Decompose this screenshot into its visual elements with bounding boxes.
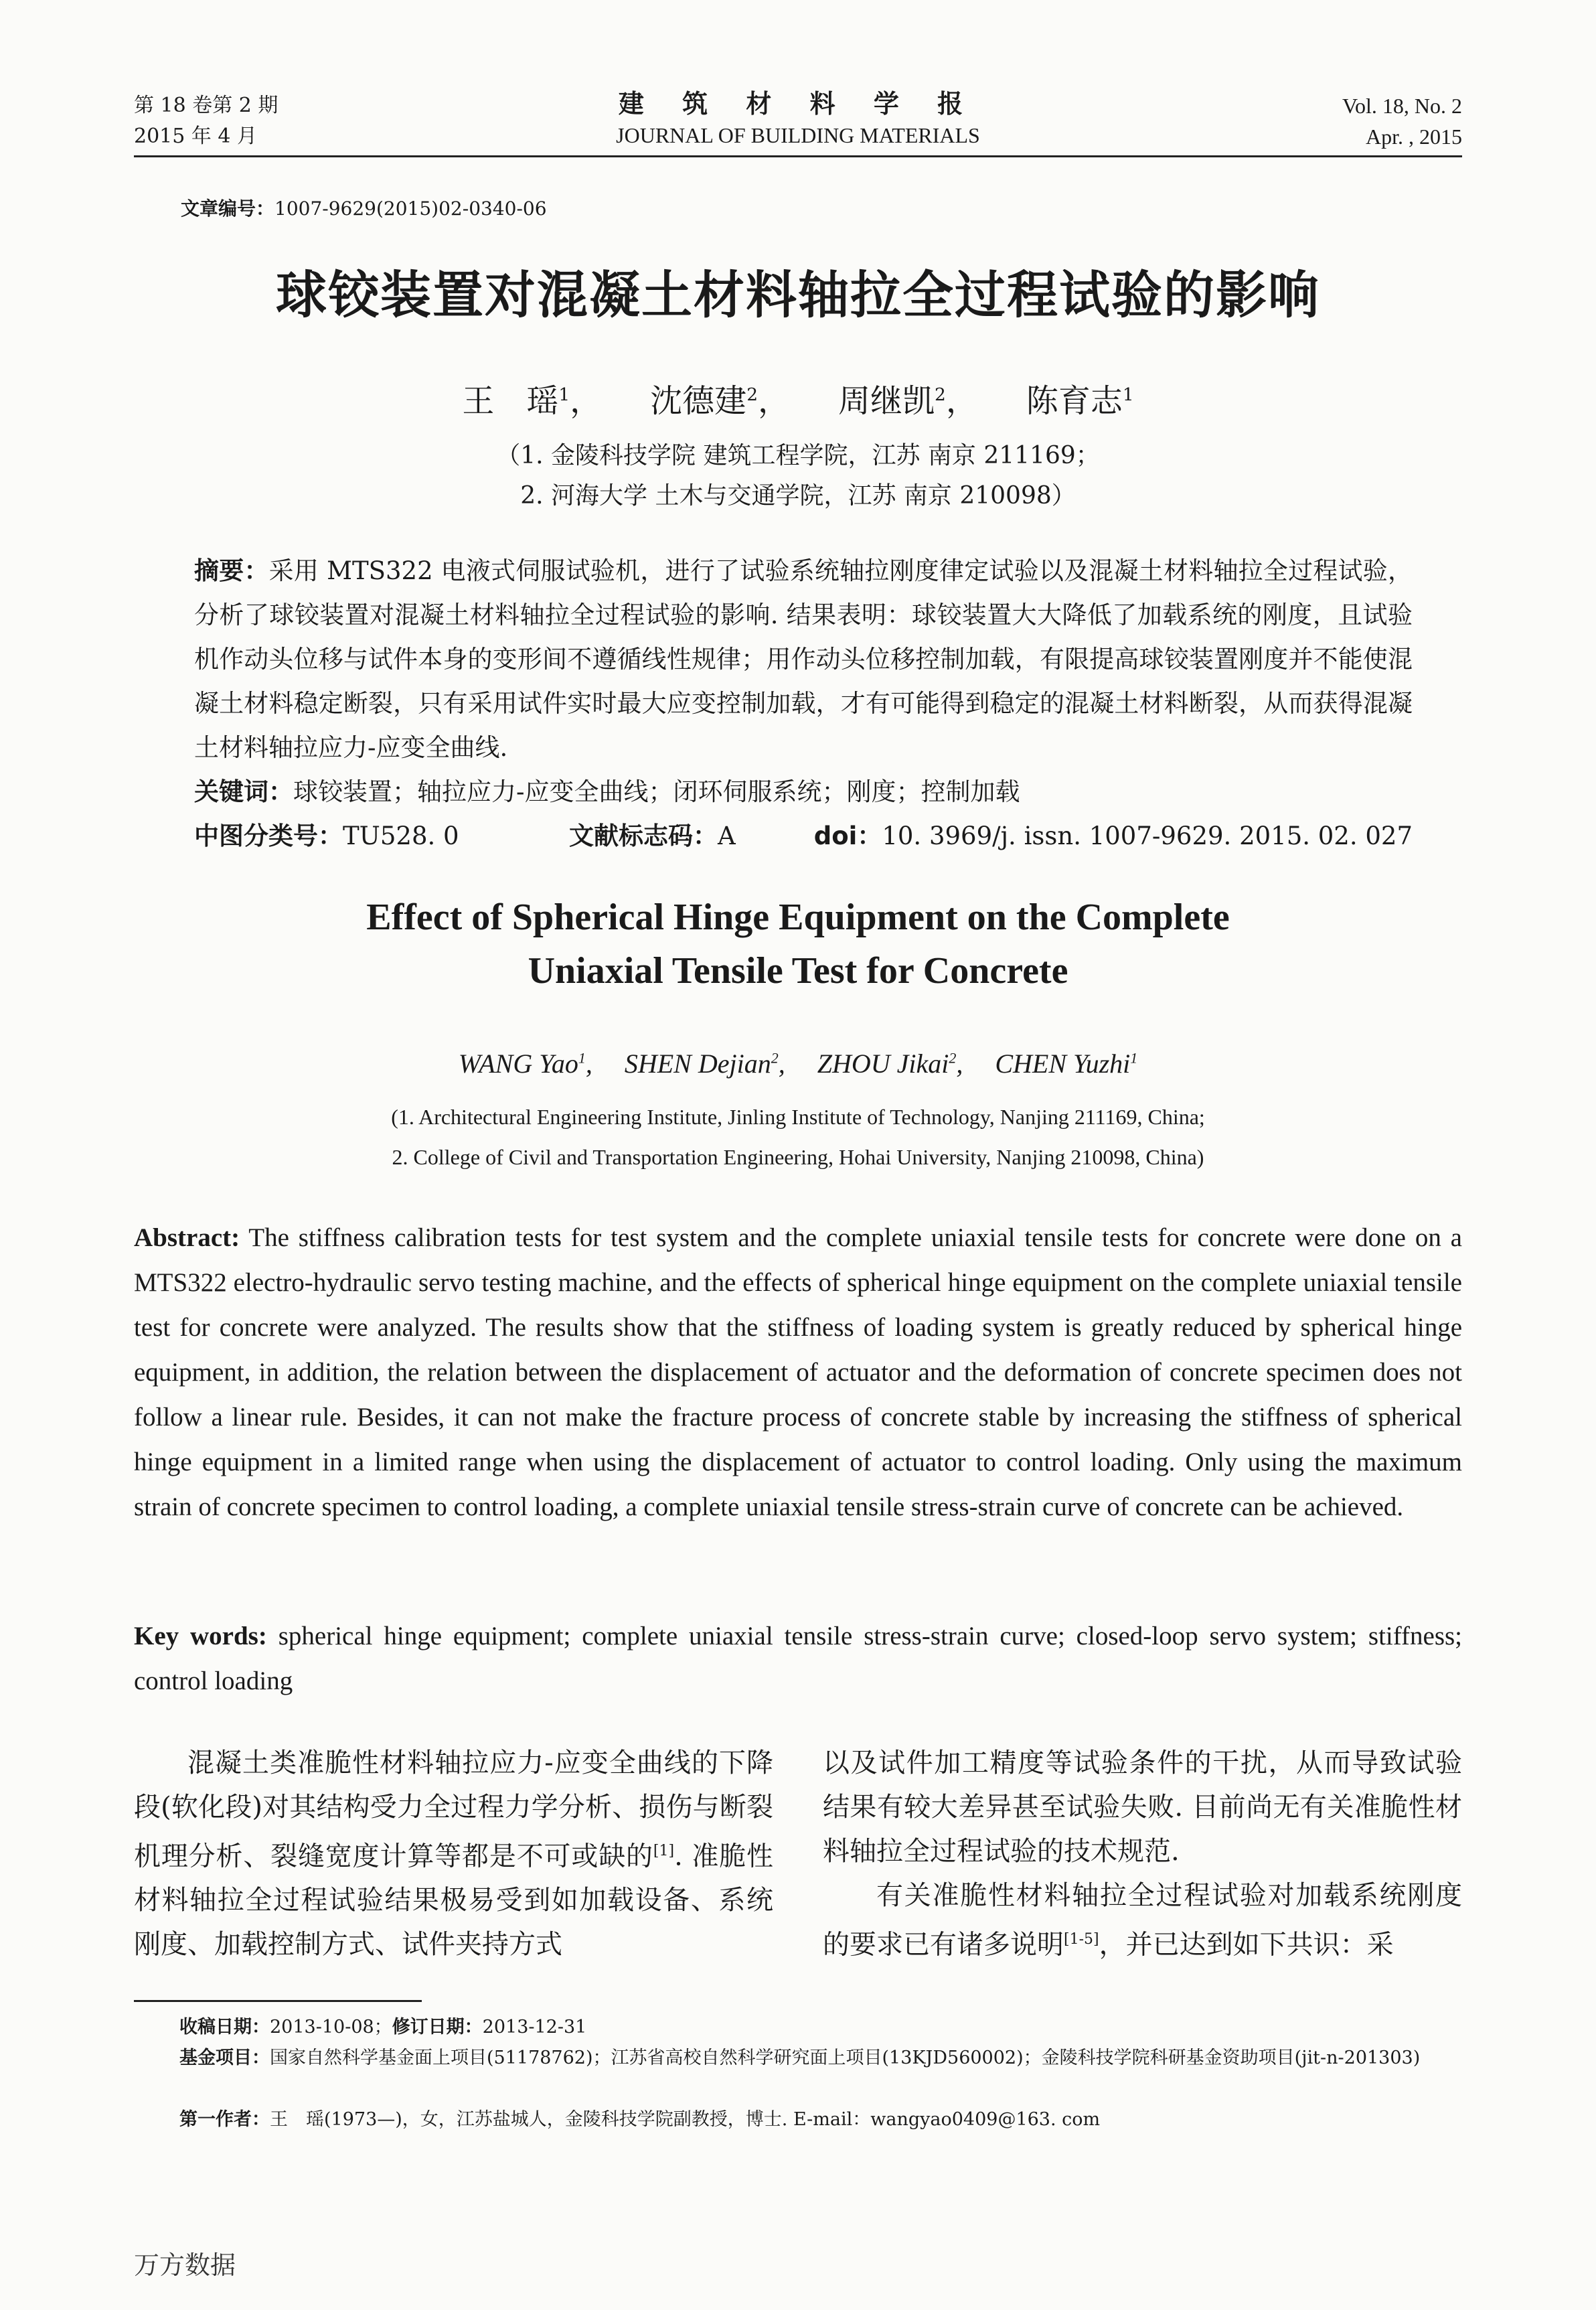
abstract-en-label: Abstract: [134, 1223, 240, 1252]
author-cn-1: 王 瑶$^1$， [462, 382, 603, 420]
keywords-cn-text: 球铰装置；轴拉应力-应变全曲线；闭环伺服系统；刚度；控制加载 [293, 777, 1020, 806]
abstract-en-text: The stiffness calibration tests for test system and the complete uniaxial tensile tests for concrete were done on a MTS322 electro-hydraulic servo testing machine, and the effects of spherical hinge equipment on the complete uniaxial tensile test for concrete were analyzed. The results show that the stiffness of loading system is greatly reduced by spherical hinge equipment, in addition, the relation between the displacement of actuator and the deformation of concrete specimen does not follow a linear rule. Besides, it can not make the fracture process of concrete stable by increasing the stiffness of spherical hinge equipment in a limited range when using the displacement of actuator to control loading. Only using the maximum strain of concrete specimen to control loading, a complete uniaxial tensile stress-strain curve of concrete can be achieved. [134, 1223, 1462, 1521]
citation-ref[interactable]: [1] [653, 1843, 675, 1859]
keywords-en [134, 1614, 1462, 1703]
body-column-right [823, 1741, 1462, 1967]
keywords-cn [194, 770, 1413, 814]
authors-en [134, 1048, 1462, 1079]
body-paragraph: 有关准脆性材料轴拉全过程试验对加载系统刚度的要求已有诸多说明[1-5]，并已达到如下共识：采 [823, 1880, 1462, 1960]
affiliation-cn-2: 2. 河海大学 土木与交通学院，江苏 南京 210098） [520, 482, 1076, 510]
footnote-fund: 基金项目：国家自然科学基金面上项目(51178762)；江苏省高校自然科学研究面上项目(13KJD560002)；金陵科技学院科研基金资助项目(jit-n-201303) [179, 2048, 1421, 2068]
keywords-en-text: spherical hinge equipment; complete uniaxial tensile stress-strain curve; closed-loop servo system; stiffness; control loading [134, 1622, 1463, 1695]
volume-cn: 第 18 卷第 2 期 [134, 94, 278, 117]
abstract-en [134, 1215, 1462, 1529]
title-cn: 球铰装置对混凝土材料轴拉全过程试验的影响 [276, 265, 1320, 325]
journal-name-en: JOURNAL OF BUILDING MATERIALS [616, 123, 980, 147]
footnote-dates: 收稿日期：2013-10-08；修订日期：2013-12-31 [179, 2017, 587, 2037]
authors-cn [134, 375, 1462, 421]
doi: doi：10. 3969/j. issn. 1007-9629. 2015. 02. 027 [813, 822, 1413, 850]
body-column-left [134, 1741, 773, 1967]
title-en [134, 891, 1462, 998]
keywords-en-label: Key words: [134, 1622, 267, 1650]
author-en-2: SHEN Dejian$^2$, [624, 1049, 785, 1079]
abstract-cn-text: 采用 MTS322 电液式伺服试验机，进行了试验系统轴拉刚度律定试验以及混凝土材料轴拉全过程试验，分析了球铰装置对混凝土材料轴拉全过程试验的影响. 结果表明：球铰装置大大降低了加载系统的刚度，且试验机作动头位移与试件本身的变形间不遵循线性规律；用作动头位移控制加载，有限提高球铰装置刚度并不能使混凝土材料稳定断裂，只有采用试件实时最大应变控制加载，才有可能得到稳定的混凝土材料断裂，从而获得混凝土材料轴拉应力-应变全曲线. [194, 556, 1413, 762]
article-number [181, 194, 547, 221]
abstract-cn-label: 摘要： [194, 556, 269, 585]
abstract-cn [194, 549, 1413, 770]
affiliation-en-2: 2. College of Civil and Transportation Engineering, Hohai University, Nanjing 210098, China) [392, 1145, 1204, 1169]
running-header-right [1342, 90, 1462, 152]
footnote-rule [134, 2000, 422, 2002]
author-en-1: WANG Yao$^1$, [458, 1049, 592, 1079]
affiliation-cn-1: （1. 金陵科技学院 建筑工程学院，江苏 南京 211169； [496, 442, 1100, 469]
date-cn: 2015 年 4 月 [134, 125, 258, 148]
body-paragraph: 混凝土类准脆性材料轴拉应力-应变全曲线的下降段(软化段)对其结构受力全过程力学分析、损伤与断裂机理分析、裂缝宽度计算等都是不可或缺的[1]. 准脆性材料轴拉全过程试验结果极易受到如加载设备、系统刚度、加载控制方式、试件夹持方式 [134, 1748, 773, 1960]
volume-en: Vol. 18, No. 2 [1342, 94, 1462, 118]
journal-name-cn: 建 筑 材 料 学 报 [618, 88, 978, 119]
article-number-value: 1007-9629(2015)02-0340-06 [274, 198, 547, 220]
affiliation-en-1: (1. Architectural Engineering Institute, Jinling Institute of Technology, Nanjing 211169, China; [391, 1105, 1205, 1129]
watermark: 万方数据 [134, 2250, 236, 2280]
author-cn-2: 沈德建$^2$， [650, 382, 790, 420]
author-en-4: CHEN Yuzhi$^1$ [995, 1049, 1138, 1079]
header-rule [134, 155, 1462, 157]
body-paragraph: 以及试件加工精度等试验条件的干扰，从而导致试验结果有较大差异甚至试验失败. 目前尚无有关准脆性材料轴拉全过程试验的技术规范. [823, 1748, 1462, 1867]
author-cn-4: 陈育志$^1$ [1026, 382, 1134, 420]
clc-number: 中图分类号：TU528. 0 [194, 822, 459, 850]
citation-ref[interactable]: [1-5] [1064, 1931, 1099, 1948]
article-number-label: 文章编号： [181, 198, 275, 220]
author-en-3: ZHOU Jikai$^2$, [817, 1049, 963, 1079]
keywords-cn-label: 关键词： [194, 777, 293, 806]
title-en-line-1: Effect of Spherical Hinge Equipment on the Complete [366, 897, 1230, 938]
running-header-center [469, 87, 1127, 150]
title-en-line-2: Uniaxial Tensile Test for Concrete [528, 950, 1068, 992]
footnote-first-author: 第一作者：王 瑶(1973—)，女，江苏盐城人，金陵科技学院副教授，博士. E-mail：wangyao0409@163. com [179, 2109, 1101, 2130]
date-en: Apr. , 2015 [1366, 125, 1462, 149]
author-cn-3: 周继凯$^2$， [838, 382, 978, 420]
document-code: 文献标志码：A [569, 822, 736, 850]
running-header-left [134, 90, 278, 152]
